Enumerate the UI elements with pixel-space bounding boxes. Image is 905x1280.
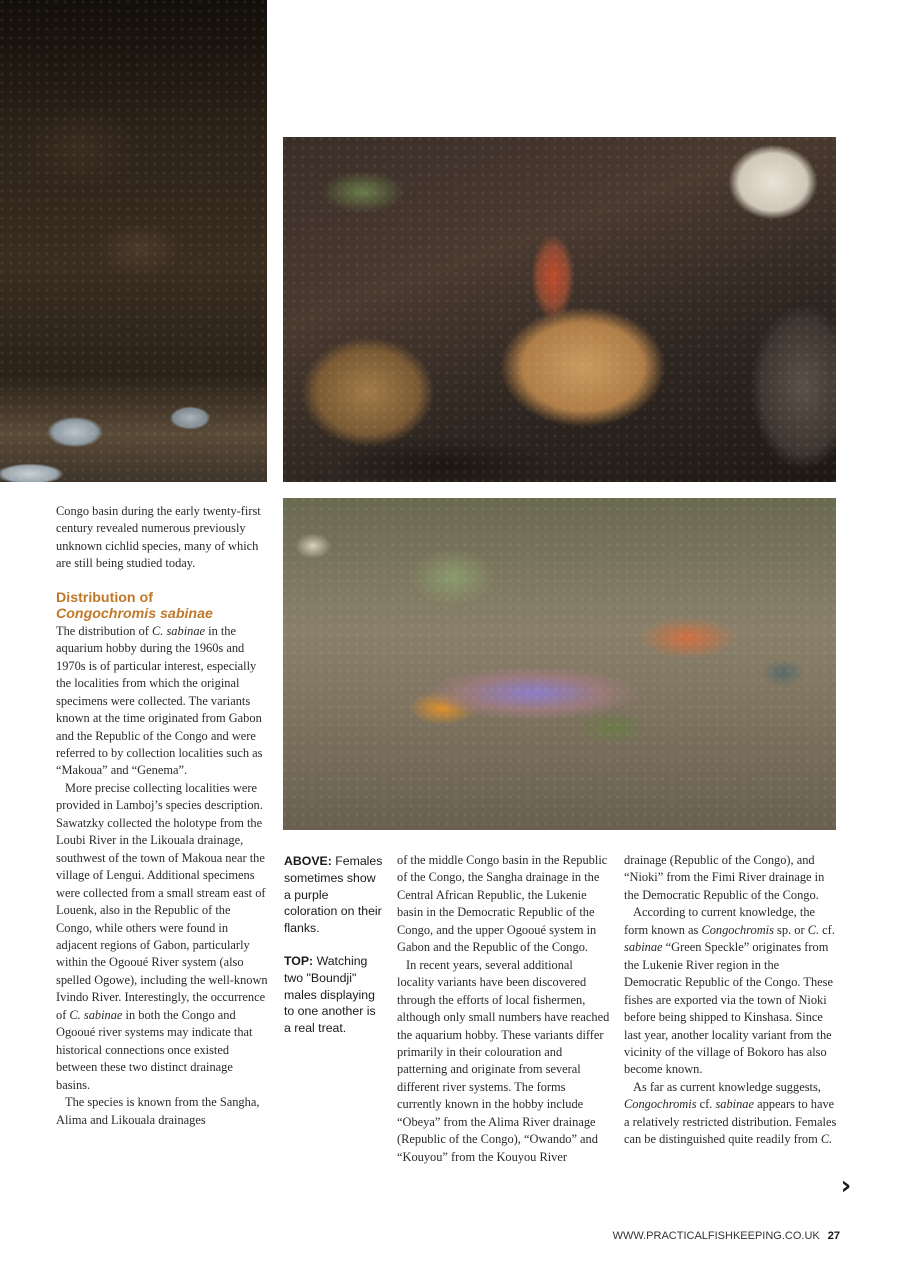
paragraph-restricted-distribution: As far as current knowledge suggests, Congochromis cf. sabinae appears to have a relatively restricted distribution. Females can be distinguished quite readily from C. xyxy=(624,1079,837,1147)
photo-captions xyxy=(284,853,384,1037)
caption-above-text: Females sometimes show a purple coloration on their flanks. xyxy=(284,854,383,936)
caption-top-text: Watching two "Boundji" males displaying to one another is a real treat. xyxy=(284,953,376,1036)
paragraph-distribution: The distribution of C. sabinae in the aquarium hobby during the 1960s and 1970s is of particular interest, especially the localities from which the original specimens were collected. The variants known at the time originated from Gabon and the Republic of the Congo and were referred to by collection localities such as “Makoua” and “Genema”. xyxy=(56,623,263,778)
next-page-arrow-icon[interactable]: › xyxy=(840,1171,852,1201)
section-heading-line1: Distribution of xyxy=(56,589,153,606)
paragraph-nioki: drainage (Republic of the Congo), and “Nioki” from the Fimi River drainage in the Democratic Republic of the Congo. xyxy=(624,853,825,902)
paragraph-basins: of the middle Congo basin in the Republic of the Congo, the Sangha drainage in the Central African Republic, the Lukenie basin in the Democratic Republic of the Congo, and the upper Ogooué system in Gabon and the Republic of the Congo. xyxy=(397,853,608,955)
paragraph-localities: More precise collecting localities were provided in Lamboj’s species description. Sawatzky collected the holotype from the Loubi River in the Likouala drainage, southwest of the town of Makoua near the village of Lengui. Additional specimens were collected from a small stream east of Louenk, also in the Republic of the Congo, while others were found in adjacent regions of Gabon, particularly within the Ogooué River system (also spelled Ogowe), including the well-known Ivindo River. Interestingly, the occurrence of C. sabinae in both the Congo and Ogooué river systems may indicate that historical connections once existed between these two distinct drainage basins. xyxy=(56,780,268,1092)
section-heading-species: Congochromis sabinae xyxy=(56,606,213,623)
aquarium-rocks-photo xyxy=(0,0,267,482)
page-number: 27 xyxy=(827,1230,840,1242)
caption-top-label: TOP: xyxy=(284,953,314,968)
paragraph-green-speckle: According to current knowledge, the form known as Congochromis sp. or C. cf. sabinae “Green Speckle” originates from the Lukenie River region in the Democratic Republic of the Congo. These fishes are exported via the town of Nioki before being shipped to Kinshasa. Since last year, another locality variant from the vicinity of the village of Bokoro has also become known. xyxy=(624,905,835,1077)
boundji-males-photo xyxy=(283,137,836,482)
article-column-4 xyxy=(624,852,837,1149)
paragraph-drainages: The species is known from the Sangha, Alima and Likouala drainages xyxy=(56,1095,260,1127)
paragraph-variants: In recent years, several additional locality variants have been discovered through the efforts of local fishermen, although only small numbers have reached the aquarium hobby. These variants differ primarily in their colouration and patterning and originate from several different river systems. The forms currently known in the hobby include “Obeya” from the Alima River drainage (Republic of the Congo), “Owando” and “Kouyou” from the Kouyou River xyxy=(397,957,610,1164)
intro-paragraph: Congo basin during the early twenty-first century revealed numerous previously unknown cichlid species, many of which are still being studied today. xyxy=(56,504,261,571)
caption-above-label: ABOVE: xyxy=(284,854,332,868)
article-column-3 xyxy=(397,852,610,1166)
section-heading xyxy=(56,590,268,623)
female-purple-flanks-photo xyxy=(283,498,836,830)
footer-url: WWW.PRACTICALFISHKEEPING.CO.UK xyxy=(612,1230,820,1242)
caption-above xyxy=(284,853,384,937)
page-footer xyxy=(613,1230,840,1242)
article-column-1 xyxy=(56,503,268,1129)
caption-top xyxy=(284,953,384,1037)
